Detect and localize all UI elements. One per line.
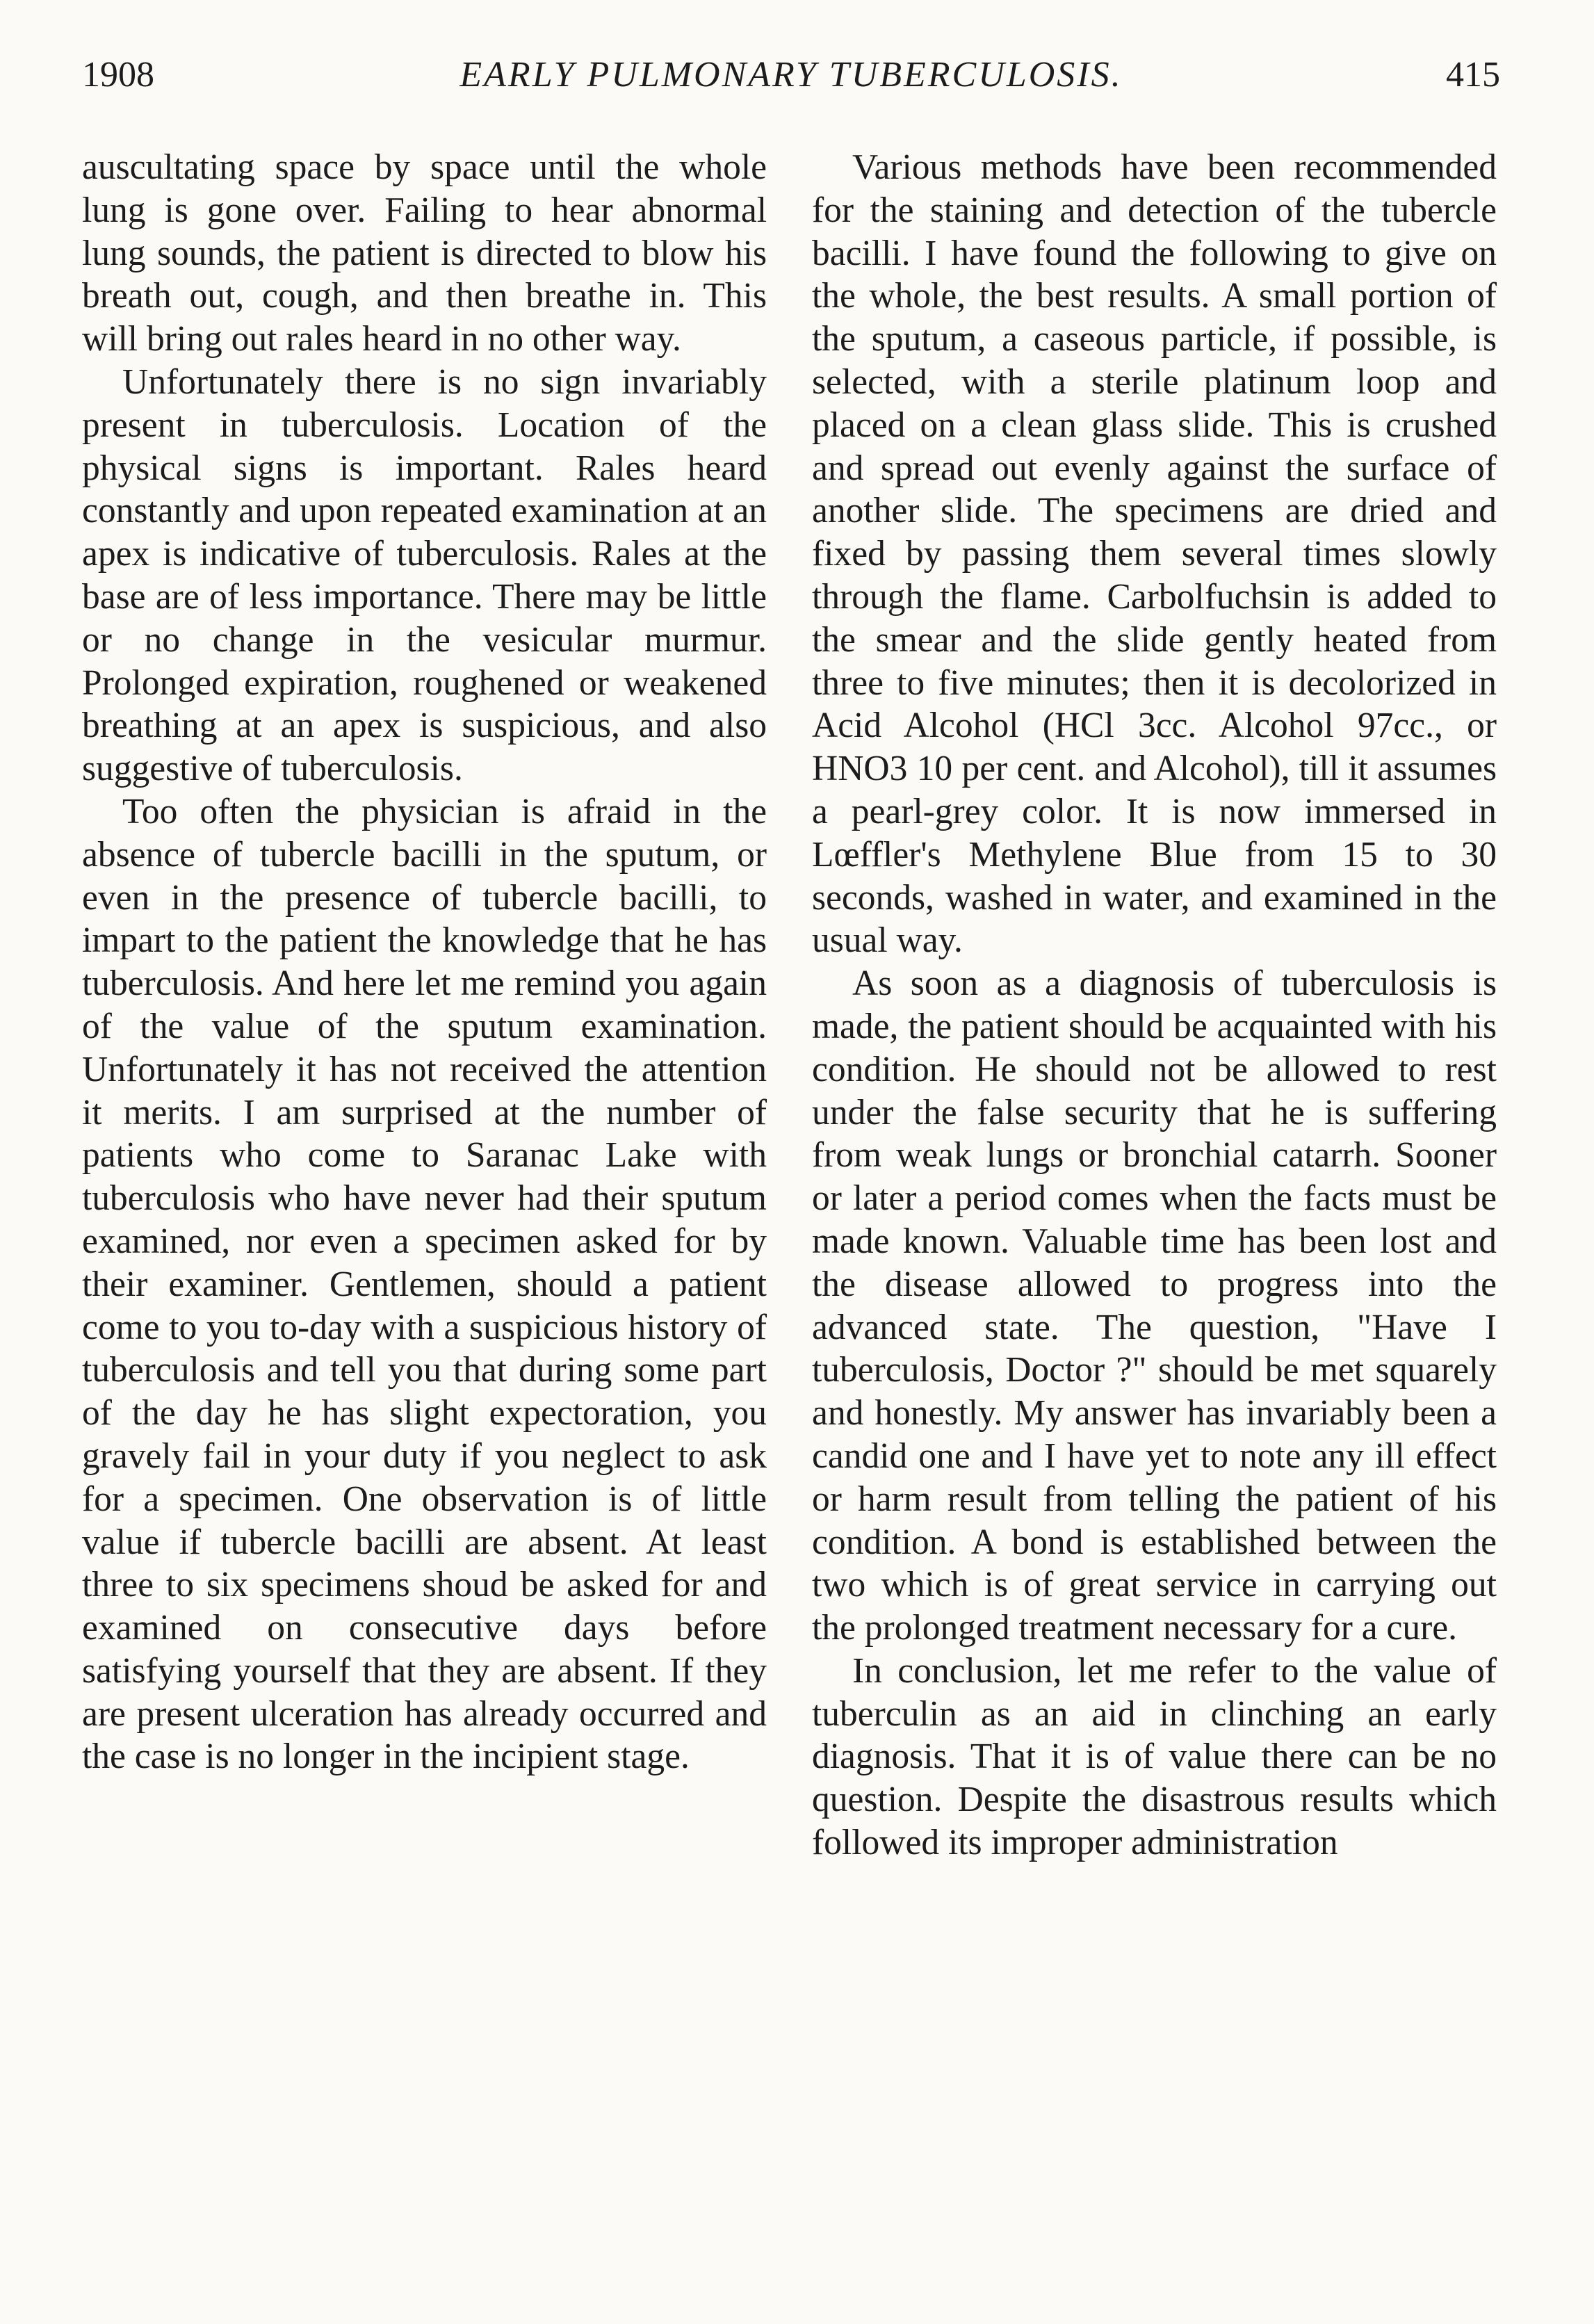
running-header [82, 54, 1500, 110]
header-year: 1908 [82, 55, 154, 95]
paragraph-physical-signs: Unfortunately there is no sign invariably present in tuberculosis. Location of the physical signs is important. Rales heard constantly and upon repeated examination at an apex is indicative of tuberculosis. Rales at the base are of less importance. There may be little or no change in the vesicular murmur. Prolonged expiration, roughened or weakened breathing at an apex is suspicious, and also suggestive of tuberculosis. [82, 361, 767, 789]
paragraph-staining-methods: Various methods have been recommended for the staining and detection of the tubercle bacilli. I have found the following to give on the whole, the best results. A small portion of the sputum, a caseous particle, if possible, is selected, with a sterile platinum loop and placed on a clean glass slide. This is crushed and spread out evenly against the surface of another slide. The specimens are dried and fixed by passing them several times slowly through the flame. Carbolfuchsin is added to the smear and the slide gently heated from three to five minutes; then it is decolorized in Acid Alcohol (HCl 3cc. Alcohol 97cc., or HNO3 10 per cent. and Alcohol), till it assumes a pearl-grey color. It is now immersed in Lœffler's Methylene Blue from 15 to 30 seconds, washed in water, and examined in the usual way. [812, 147, 1497, 961]
page-number: 415 [1446, 55, 1500, 95]
paragraph-sputum-examination: Too often the physician is afraid in the absence of tubercle bacilli in the sputum, or even in the presence of tubercle bacilli, to impart to the patient the knowledge that he has tuberculosis. And here let me remind you again of the value of the sputum examination. Unfortunately it has not received the attention it merits. I am surprised at the number of patients who come to Saranac Lake with tuberculosis who have never had their sputum examined, nor even a specimen asked for by their examiner. Gentlemen, should a patient come to you to-day with a suspicious history of tuberculosis and tell you that during some part of the day he has slight expectoration, you gravely fail in your duty if you neglect to ask for a specimen. One observation is of little value if tubercle bacilli are absent. At least three to six specimens shoud be asked for and examined on consecutive days before satisfying yourself that they are absent. If they are present ulceration has already occurred and the case is no longer in the incipient stage. [82, 791, 767, 1777]
paragraph-auscultation: auscultating space by space until the whole lung is gone over. Failing to hear abnormal lung sounds, the patient is directed to blow his breath out, cough, and then breathe in. This will bring out rales heard in no other way. [82, 147, 767, 359]
paragraph-informing-patient: As soon as a diagnosis of tuberculosis is made, the patient should be acquainted with his condition. He should not be allowed to rest under the false security that he is suffering from weak lungs or bronchial catarrh. Sooner or later a period comes when the facts must be made known. Valuable time has been lost and the disease allowed to progress into the advanced state. The question, "Have I tuberculosis, Doctor ?" should be met squarely and honestly. My answer has invariably been a candid one and I have yet to note any ill effect or harm result from telling the patient of his condition. A bond is established between the two which is of great service in carrying out the prolonged treatment necessary for a cure. [812, 964, 1497, 1648]
paragraph-tuberculin: In conclusion, let me refer to the value of tuberculin as an aid in clinching an early diagnosis. That it is of value there can be no question. Despite the disastrous results which followed its improper administration [812, 1650, 1497, 1863]
right-column [812, 146, 1497, 1864]
left-column [82, 146, 767, 1778]
header-title: EARLY PULMONARY TUBERCULOSIS. [460, 55, 1123, 95]
